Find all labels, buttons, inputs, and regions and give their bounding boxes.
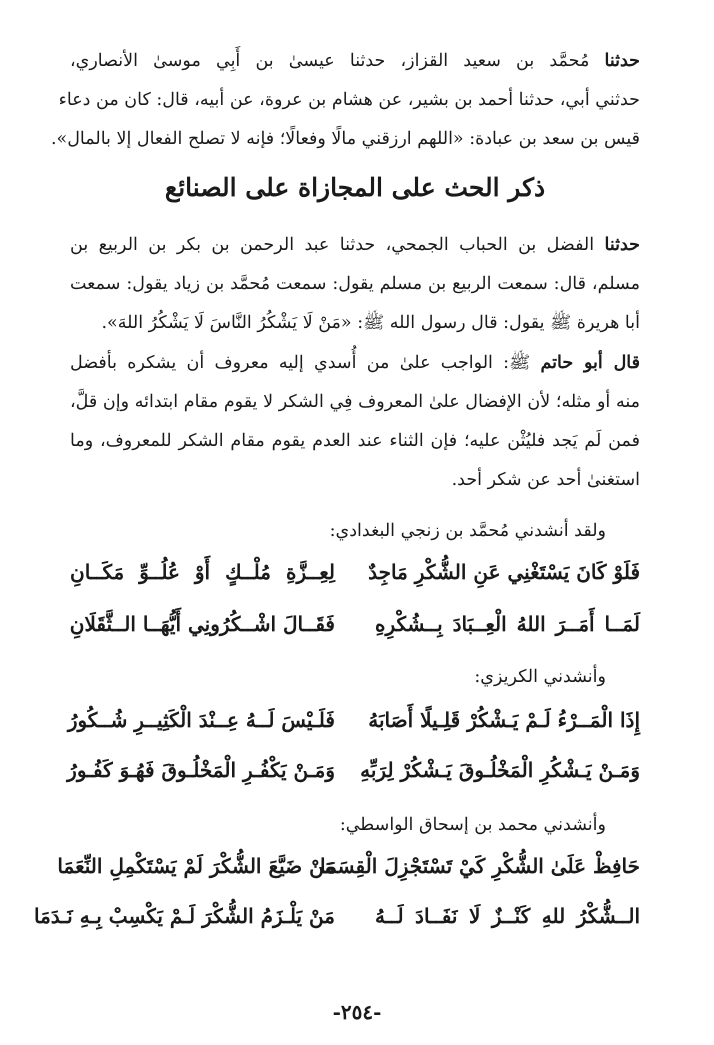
paragraph-2	[70, 226, 640, 343]
text-line: قال أبو حاتم ﷺ: الواجب علىٰ من أُسدي إليه معروف أن يشكره بأفضل	[70, 353, 640, 373]
text-line: أبا هريرة ﷺ يقول: قال رسول الله ﷺ: «مَنْ لَا يَشْكُرُ النَّاسَ لَا يَشْكُرُ اللهَ».	[101, 313, 640, 333]
poem-intro: وأنشدني الكريزي:	[474, 667, 606, 687]
verse-second-hemistich: مَنْ يَلْـزَمُ الشُّكْرَ لَـمْ يَكْسِبْ بِـهِ نَـدَمَا	[34, 904, 335, 928]
text-line: حدثنا مُحمَّد بن سعيد القزاز، حدثنا عيسىٰ بن أَبِي موسىٰ الأنصاري،	[70, 51, 640, 71]
verse-second-hemistich: فَقَــالَ اشْــكُرُونِي أَيُّهَــا الــثَّقَلَانِ	[69, 612, 335, 636]
verse-line	[57, 846, 640, 886]
verse-second-hemistich: فَلَـيْسَ لَــهُ عِــنْدَ الْكَثِيــرِ شُــكُورُ	[67, 708, 335, 732]
text-line: قيس بن سعد بن عبادة: «اللهم ارزقني مالًا وفعالًا؛ فإنه لا تصلح الفعال إلا بالمال».	[50, 129, 640, 149]
text-line: حدثنا الفضل بن الحباب الجمحي، حدثنا عبد الرحمن بن بكر بن الربيع بن	[70, 235, 640, 255]
verse-first-hemistich: حَافِظْ عَلَىٰ الشُّكْرِ كَيْ تَسْتَجْزِلَ الْقِسَمَا	[320, 854, 640, 878]
text-line: مسلم، قال: سمعت الربيع بن مسلم يقول: سمعت مُحمَّد بن زياد يقول: سمعت	[70, 274, 640, 294]
verse-second-hemistich: لِعِــزَّةِ مُلْــكٍ أَوْ عُلُــوِّ مَكَــانِ	[70, 560, 335, 584]
verse-line	[67, 750, 640, 790]
paragraph-1	[50, 42, 640, 159]
verse-second-hemistich: مَنْ ضَيَّعَ الشُّكْرَ لَمْ يَسْتَكْمِلِ النِّعَمَا	[57, 854, 335, 878]
verse-first-hemistich: الــشُّكْرُ للهِ كَنْــزٌ لَا نَفَــادَ لَــهُ	[375, 904, 640, 928]
section-heading: ذكر الحث على المجازاة على الصنائع	[164, 173, 546, 202]
verse-line	[67, 700, 640, 740]
poem-intro: وأنشدني محمد بن إسحاق الواسطي:	[339, 815, 606, 835]
paragraph-3	[70, 344, 640, 500]
verse-line	[70, 604, 640, 644]
page-number: -٢٥٤-	[332, 1000, 382, 1024]
poem-intro: ولقد أنشدني مُحمَّد بن زنجي البغدادي:	[329, 521, 606, 541]
verse-second-hemistich: وَمَـنْ يَكْفُـرِ الْمَخْلُـوقَ فَهُـوَ كَفُـورُ	[67, 758, 335, 782]
text-line: منه أو مثله؛ لأن الإفضال علىٰ المعروف فِي الشكر لا يقوم مقام ابتدائه وإن قلَّ،	[70, 392, 640, 412]
text-line: فمن لَم يَجد فليُثْن عليه؛ فإن الثناء عند العدم يقوم مقام الشكر للمعروف، وما	[70, 431, 640, 451]
verse-first-hemistich: إِذَا الْمَــرْءُ لَـمْ يَـشْكُرْ قَلِـيلًا أَصَابَهُ	[368, 708, 640, 732]
verse-first-hemistich: لَمَــا أَمَــرَ اللهُ الْعِــبَادَ بِــشُكْرِهِ	[375, 612, 640, 636]
text-line: استغنىٰ أحد عن شكر أحد.	[451, 470, 640, 490]
verse-line	[34, 896, 640, 936]
verse-first-hemistich: وَمَـنْ يَـشْكُرِ الْمَخْلُـوقَ يَـشْكُرْ لِرَبِّهِ	[360, 758, 640, 782]
text-line: حدثني أبي، حدثنا أحمد بن بشير، عن هشام بن عروة، عن أبيه، قال: كان من دعاء	[58, 90, 640, 110]
verse-line	[70, 552, 640, 592]
verse-first-hemistich: فَلَوْ كَانَ يَسْتَغْنِي عَنِ الشُّكْرِ مَاجِدٌ	[368, 560, 640, 584]
